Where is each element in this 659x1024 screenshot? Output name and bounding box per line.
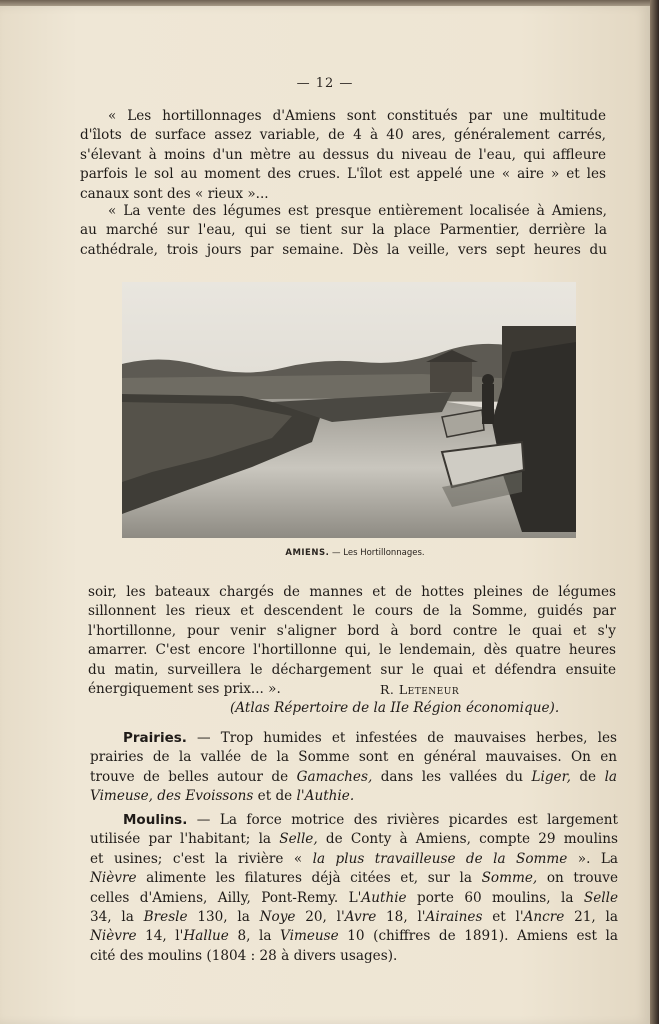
river-name: Hallue	[183, 928, 229, 945]
text-line: « La vente des légumes est presque entièrement localisée à Amiens,	[108, 203, 607, 219]
text-span: la	[604, 768, 618, 785]
prairies-section	[90, 729, 617, 807]
text-span: de	[570, 768, 605, 785]
place-name: Gamaches,	[296, 768, 373, 785]
boatman-head	[482, 374, 494, 386]
caption-city: AMIENS.	[285, 548, 330, 558]
text-line: soir, les bateaux chargés de mannes et de hottes pleines de légumes	[88, 584, 616, 600]
river-name: Avre	[344, 909, 377, 926]
text-span: 34, la	[90, 909, 144, 926]
text-span: — Trop humides et infestées de mauvaises herbes, les	[186, 730, 617, 746]
river-name: Noye	[259, 909, 296, 926]
text-line: amarrer. C'est encore l'hortillonne qui, le lendemain, dès quatre heures	[88, 642, 616, 659]
text-span: 130, la	[187, 909, 260, 926]
figure-caption	[0, 548, 659, 558]
text-span: 20, l'	[295, 909, 345, 926]
text-span: ». La	[567, 850, 618, 867]
text-span: utilisée par l'habitant; la	[90, 831, 280, 848]
boatman	[482, 384, 494, 424]
text-span: 8, la	[228, 928, 281, 945]
shed	[430, 360, 472, 392]
place-name: Liger,	[531, 768, 571, 785]
quote-emphasis: la plus travailleuse de la Somme	[312, 850, 568, 867]
text-span: 14, l'	[136, 928, 184, 945]
text-span: 21, la	[564, 909, 618, 926]
text-span: 10 (chiffres de 1891). Amiens est la	[338, 928, 618, 945]
quote-paragraph-3	[88, 583, 616, 699]
attribution-author: R. Leteneur	[380, 682, 460, 697]
text-line	[90, 787, 617, 806]
place-name: Vimeuse, des Evoissons	[90, 788, 254, 805]
text-span: dans les vallées du	[372, 768, 532, 785]
river-name: Airaines	[425, 909, 483, 926]
river-name: Bresle	[143, 909, 188, 926]
text-line: du matin, surveillera le déchargement sur le quai et défendra ensuite	[88, 661, 616, 678]
moulins-section	[90, 811, 618, 966]
prairies-heading: Prairies.	[123, 730, 187, 746]
river-name: Nièvre	[90, 870, 137, 887]
text-line: sillonnent les rieux et descendent le cours de la Somme, guidés par	[88, 603, 616, 620]
text-line: énergiquement ses prix... ».	[88, 681, 281, 698]
quote-paragraph-2	[80, 202, 607, 260]
text-line	[90, 768, 617, 787]
text-line	[90, 850, 618, 869]
text-span: porte 60 moulins, la	[406, 889, 584, 906]
attribution-source: (Atlas Répertoire de la IIe Région économique).	[230, 700, 560, 716]
text-span: et l'	[482, 909, 524, 926]
text-line	[90, 889, 618, 908]
river-name: Ancre	[523, 909, 565, 926]
text-line	[90, 927, 618, 946]
text-line	[90, 811, 618, 830]
text-span: — La force motrice des rivières picardes est largement	[187, 812, 618, 828]
text-line: au marché sur l'eau, qui se tient sur la place Parmentier, derrière la	[80, 222, 607, 239]
text-line	[90, 869, 618, 888]
text-span: et usines; c'est la rivière «	[90, 850, 313, 867]
text-line: d'îlots de surface assez variable, de 4 à 40 ares, généralement carrés,	[80, 127, 606, 144]
text-line: cathédrale, trois jours par semaine. Dès la veille, vers sept heures du	[80, 241, 607, 258]
text-span: alimente les filatures déjà citées et, sur la	[136, 870, 482, 887]
text-line: cité des moulins (1804 : 28 à divers usages).	[90, 947, 398, 964]
page-number: — 12 —	[296, 76, 354, 91]
moulins-heading: Moulins.	[123, 812, 188, 828]
text-line: canaux sont des « rieux »...	[80, 185, 269, 202]
place-name: l'Authie.	[296, 788, 355, 805]
text-line	[90, 908, 618, 927]
text-span: on trouve	[537, 870, 618, 887]
quote-paragraph-1	[80, 107, 606, 204]
text-span: trouve de belles autour de	[90, 768, 297, 785]
river-name: Nièvre	[90, 928, 137, 945]
text-span: 18, l'	[376, 909, 426, 926]
text-line	[90, 830, 618, 849]
text-line	[90, 729, 617, 748]
text-line: parfois le sol au moment des crues. L'îlot est appelé une « aire » et les	[80, 166, 606, 183]
text-line: s'élevant à moins d'un mètre au dessus du niveau de l'eau, qui affleure	[80, 146, 606, 163]
text-line: prairies de la vallée de la Somme sont en général mauvaises. On en	[90, 749, 617, 766]
page-right-edge	[650, 0, 659, 1024]
river-name: Authie	[361, 889, 407, 906]
text-span: et de	[253, 788, 297, 805]
photo-illustration	[122, 282, 576, 538]
text-span: de Conty à Amiens, compte 29 moulins	[317, 831, 618, 848]
river-name: Selle,	[279, 831, 318, 848]
text-line: l'hortillonne, pour venir s'aligner bord à bord contre le quai et s'y	[88, 622, 616, 639]
text-span: celles d'Amiens, Ailly, Pont-Remy. L'	[90, 889, 362, 906]
text-line: « Les hortillonnages d'Amiens sont constitués par une multitude	[108, 108, 606, 124]
book-page	[0, 6, 650, 1024]
river-name: Vimeuse	[280, 928, 339, 945]
river-name: Selle	[583, 889, 618, 906]
hortillonnages-photo	[122, 282, 576, 538]
caption-text: — Les Hortillonnages.	[329, 548, 425, 558]
river-name: Somme,	[481, 870, 538, 887]
